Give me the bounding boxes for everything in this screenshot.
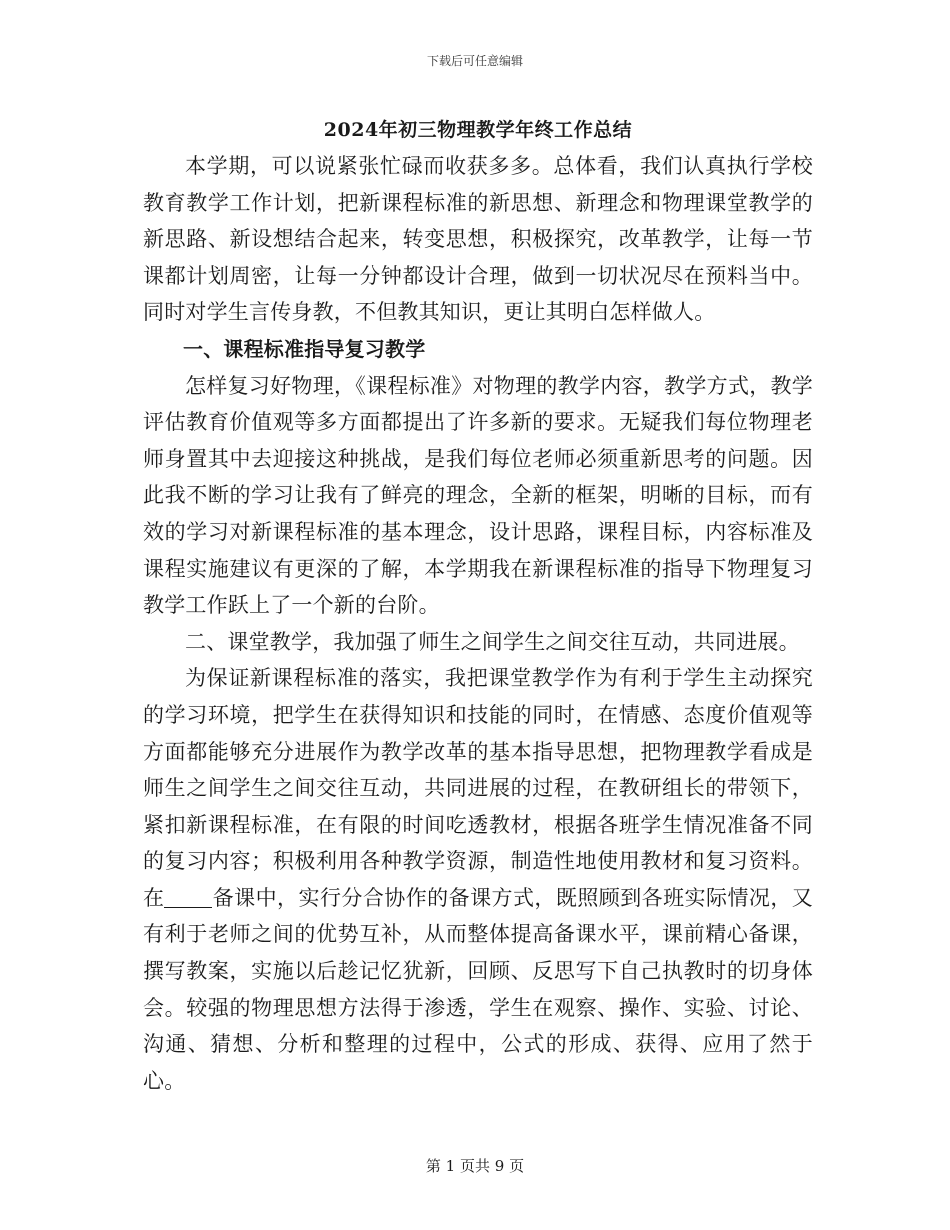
intro-paragraph: 本学期，可以说紧张忙碌而收获多多。总体看，我们认真执行学校教育教学工作计划，把新课程标准的新思想、新理念和物理课堂教学的新思路、新设想结合起来，转变思想，积极探究，改革教学，让每一节课都计划周密，让每一分钟都设计合理，做到一切状况尽在预料当中。同时对学生言传身教，不但教其知识，更让其明白怎样做人。 xyxy=(143,154,813,325)
section-2-text-part-2: 备课中，实行分合协作的备课方式，既照顾到各班实际情况，又有利于老师之间的优势互补，从而整体提高备课水平，课前精心备课，撰写教案，实施以后趁记忆犹新，回顾、反思写下自己执教时的切身体会。较强的物理思想方法得于渗透，学生在观察、操作、实验、讨论、沟通、猜想、分析和整理的过程中，公式的形成、获得、应用了然于心。 xyxy=(143,885,813,1093)
section-heading-1: 一、课程标准指导复习教学 xyxy=(183,336,426,361)
section-heading-2: 二、课堂教学，我加强了师生之间学生之间交往互动，共同进展。 xyxy=(185,629,800,654)
page-header-note: 下载后可任意编辑 xyxy=(426,54,523,68)
section-2-paragraph xyxy=(143,660,813,1099)
fill-in-blank xyxy=(164,885,212,908)
document-body xyxy=(143,112,813,1099)
section-1-paragraph: 怎样复习好物理，《课程标准》对物理的教学内容，教学方式，教学评估教育价值观等多方面都提出了许多新的要求。无疑我们每位物理老师身置其中去迎接这种挑战，是我们每位老师必须重新思考的问题。因此我不断的学习让我有了鲜亮的理念，全新的框架，明晰的目标，而有效的学习对新课程标准的基本理念，设计思路，课程目标，内容标准及课程实施建议有更深的了解，本学期我在新课程标准的指导下物理复习教学工作跃上了一个新的台阶。 xyxy=(143,373,813,618)
document-title: 2024年初三物理教学年终工作总结 xyxy=(323,119,633,141)
page-number: 第 1 页共 9 页 xyxy=(425,1157,525,1175)
section-2-text-part-1: 为保证新课程标准的落实，我把课堂教学作为有利于学生主动探究的学习环境，把学生在获得知识和技能的同时，在情感、态度价值观等方面都能够充分进展作为教学改革的基本指导思想，把物理教学看成是师生之间学生之间交往互动，共同进展的过程，在教研组长的带领下，紧扣新课程标准，在有限的时间吃透教材，根据各班学生情况准备不同的复习内容；积极利用各种教学资源，制造性地使用教材和复习资料。在 xyxy=(143,666,813,910)
